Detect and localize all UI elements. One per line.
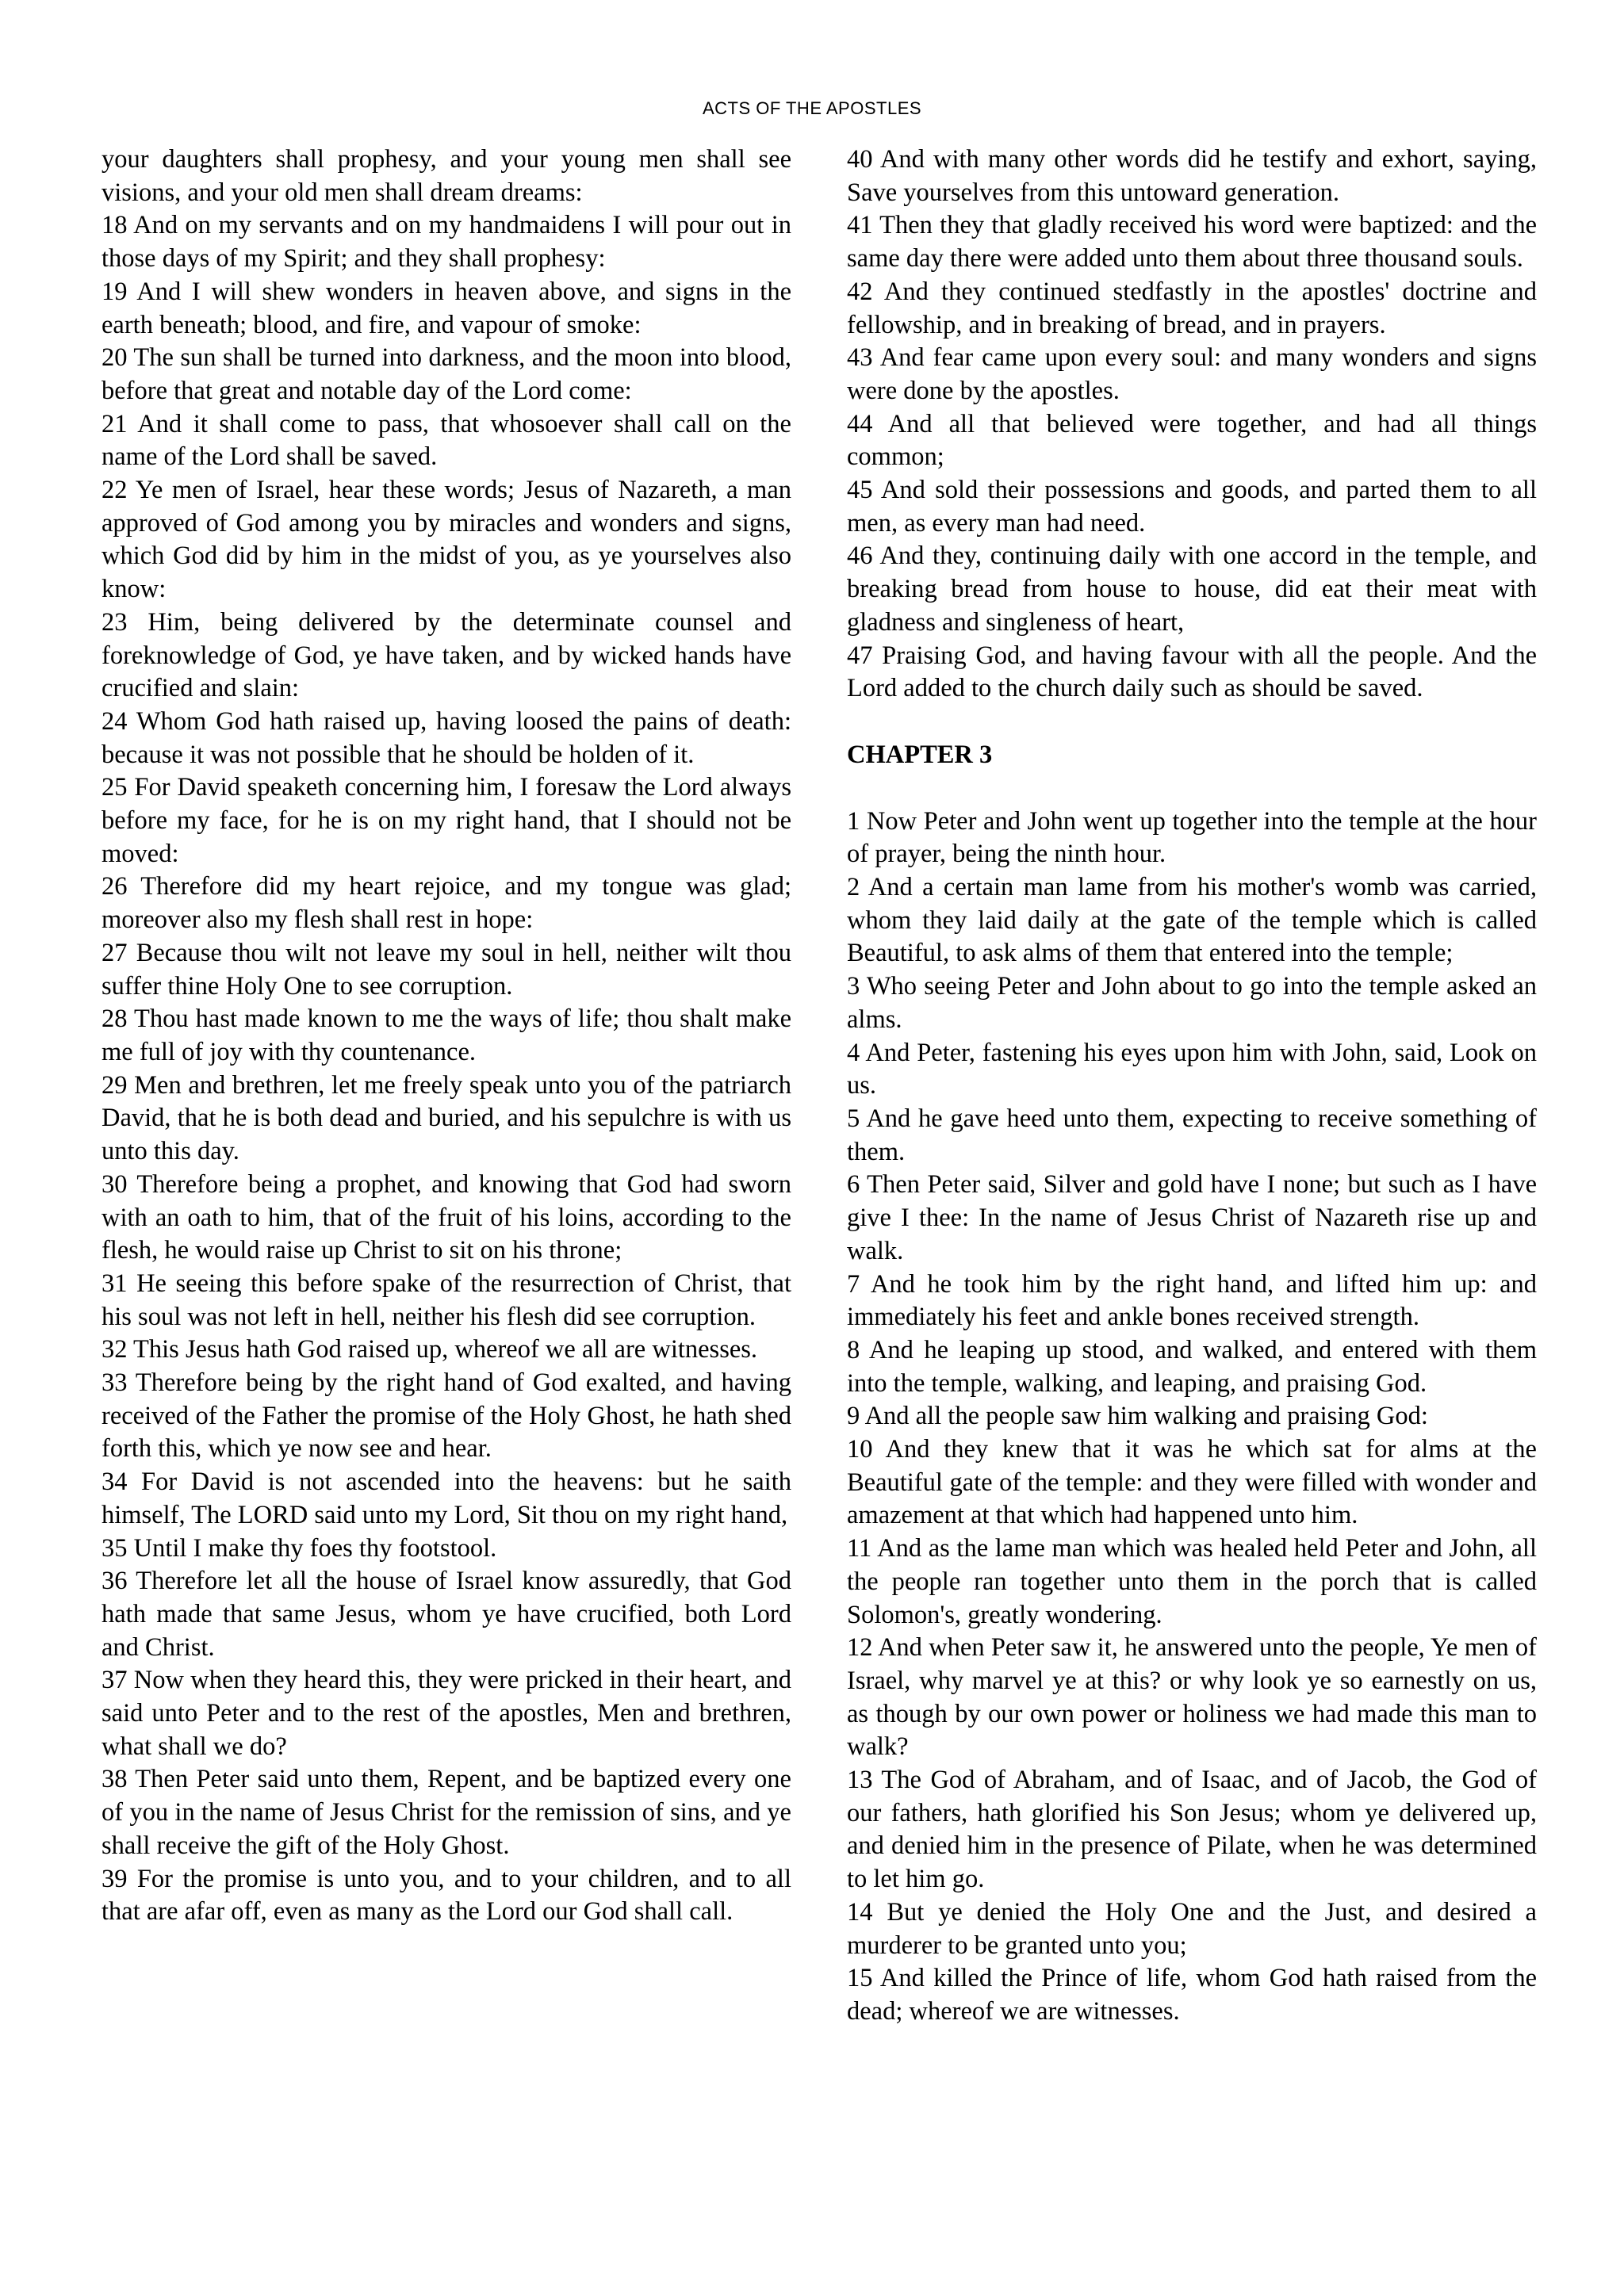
verse-paragraph: 15 And killed the Prince of life, whom God hath raised from the dead; whereof we are witnesses. [847,1964,1537,2026]
verse-paragraph: 43 And fear came upon every soul: and many wonders and signs were done by the apostles. [847,343,1537,405]
right-column [847,144,1537,2029]
verse-paragraph: 45 And sold their possessions and goods, and parted them to all men, as every man had need. [847,476,1537,538]
verse-paragraph: 1 Now Peter and John went up together into the temple at the hour of prayer, being the ninth hour. [847,806,1537,869]
verse-paragraph: your daughters shall prophesy, and your young men shall see visions, and your old men shall dream dreams: [102,145,791,207]
verse-paragraph: 28 Thou hast made known to me the ways of life; thou shalt make me full of joy with thy countenance. [102,1004,791,1066]
verse-paragraph: 14 But ye denied the Holy One and the Just, and desired a murderer to be granted unto you; [847,1897,1537,1960]
verse-paragraph: 5 And he gave heed unto them, expecting to receive something of them. [847,1104,1537,1166]
verse-paragraph: 47 Praising God, and having favour with all the people. And the Lord added to the church daily such as should be saved. [847,641,1537,703]
verse-paragraph: 44 And all that believed were together, and had all things common; [847,409,1537,472]
verse-paragraph: 4 And Peter, fastening his eyes upon him with John, said, Look on us. [847,1038,1537,1100]
verse-paragraph: 8 And he leaping up stood, and walked, and entered with them into the temple, walking, and leaping, and praising God. [847,1335,1537,1398]
verse-paragraph: 6 Then Peter said, Silver and gold have I none; but such as I have give I thee: In the name of Jesus Christ of Nazareth rise up and walk. [847,1170,1537,1265]
verse-paragraph: 11 And as the lame man which was healed held Peter and John, all the people ran together unto them in the porch that is called Solomon's, greatly wondering. [847,1534,1537,1629]
verse-paragraph: 34 For David is not ascended into the heavens: but he saith himself, The LORD said unto my Lord, Sit thou on my right hand, [102,1468,791,1529]
verse-paragraph: 10 And they knew that it was he which sat for alms at the Beautiful gate of the temple: and they were filled with wonder and amazement at that which had happened unto him. [847,1435,1537,1530]
verse-paragraph: 42 And they continued stedfastly in the apostles' doctrine and fellowship, and in breaking of bread, and in prayers. [847,277,1537,339]
verse-paragraph: 12 And when Peter saw it, he answered unto the people, Ye men of Israel, why marvel ye at this? or why look ye so earnestly on us, as though by our own power or holiness we had made this man to walk? [847,1633,1537,1762]
verse-paragraph: 25 For David speaketh concerning him, I foresaw the Lord always before my face, for he is on my right hand, that I should not be moved: [102,773,791,868]
left-column [102,144,791,1929]
verse-paragraph: 29 Men and brethren, let me freely speak unto you of the patriarch David, that he is both dead and buried, and his sepulchre is with us unto this day. [102,1070,791,1166]
verse-paragraph: 30 Therefore being a prophet, and knowing that God had sworn with an oath to him, that of the fruit of his loins, according to the flesh, he would raise up Christ to sit on his throne; [102,1169,791,1265]
verse-paragraph: 38 Then Peter said unto them, Repent, and be baptized every one of you in the name of Jesus Christ for the remission of sins, and ye shall receive the gift of the Holy Ghost. [102,1765,791,1860]
verse-paragraph: 7 And he took him by the right hand, and lifted him up: and immediately his feet and ankle bones received strength. [847,1269,1537,1332]
verse-paragraph: 2 And a certain man lame from his mother's womb was carried, whom they laid daily at the gate of the temple which is called Beautiful, to ask alms of them that entered into the temple; [847,873,1537,968]
chapter-heading: CHAPTER 3 [847,740,993,769]
verse-paragraph: 22 Ye men of Israel, hear these words; Jesus of Nazareth, a man approved of God among you by miracles and wonders and signs, which God did by him in the midst of you, as ye yourselves also know: [102,476,791,604]
verse-paragraph: 13 The God of Abraham, and of Isaac, and of Jacob, the God of our fathers, hath glorified his Son Jesus; whom ye delivered up, and denied him in the presence of Pilate, when he was determined to let him go. [847,1766,1537,1894]
verse-paragraph: 33 Therefore being by the right hand of God exalted, and having received of the Father the promise of the Holy Ghost, he hath shed forth this, which ye now see and hear. [102,1368,791,1464]
verse-paragraph: 32 This Jesus hath God raised up, whereof we all are witnesses. [102,1335,758,1364]
verse-paragraph: 23 Him, being delivered by the determinate counsel and foreknowledge of God, ye have taken, and by wicked hands have crucified and slain: [102,607,791,703]
verse-paragraph: 41 Then they that gladly received his word were baptized: and the same day there were added unto them about three thousand souls. [847,211,1537,274]
verse-paragraph: 19 And I will shew wonders in heaven above, and signs in the earth beneath; blood, and fire, and vapour of smoke: [102,277,791,339]
verse-paragraph: 26 Therefore did my heart rejoice, and my tongue was glad; moreover also my flesh shall rest in hope: [102,872,791,935]
verse-paragraph: 9 And all the people saw him walking and praising God: [847,1402,1428,1431]
verse-paragraph: 31 He seeing this before spake of the resurrection of Christ, that his soul was not left in hell, neither his flesh did see corruption. [102,1269,791,1331]
verse-paragraph: 3 Who seeing Peter and John about to go into the temple asked an alms. [847,972,1537,1034]
verse-paragraph: 40 And with many other words did he testify and exhort, saying, Save yourselves from this untoward generation. [847,145,1537,207]
verse-paragraph: 21 And it shall come to pass, that whosoever shall call on the name of the Lord shall be saved. [102,409,791,472]
verse-paragraph: 27 Because thou wilt not leave my soul in hell, neither wilt thou suffer thine Holy One to see corruption. [102,938,791,1001]
verse-paragraph: 46 And they, continuing daily with one accord in the temple, and breaking bread from house to house, did eat their meat with gladness and singleness of heart, [847,541,1537,637]
verse-paragraph: 39 For the promise is unto you, and to your children, and to all that are afar off, even as many as the Lord our God shall call. [102,1864,791,1927]
verse-paragraph: 24 Whom God hath raised up, having loosed the pains of death: because it was not possible that he should be holden of it. [102,706,791,769]
verse-paragraph: 37 Now when they heard this, they were pricked in their heart, and said unto Peter and to the rest of the apostles, Men and brethren, what shall we do? [102,1666,791,1761]
verse-paragraph: 20 The sun shall be turned into darkness, and the moon into blood, before that great and notable day of the Lord come: [102,343,791,405]
running-header: ACTS OF THE APOSTLES [702,98,922,118]
verse-paragraph: 36 Therefore let all the house of Israel know assuredly, that God hath made that same Jesus, whom ye have crucified, both Lord and Christ. [102,1567,791,1662]
verse-paragraph: 35 Until I make thy foes thy footstool. [102,1533,497,1563]
verse-paragraph: 18 And on my servants and on my handmaidens I will pour out in those days of my Spirit; and they shall prophesy: [102,211,791,274]
